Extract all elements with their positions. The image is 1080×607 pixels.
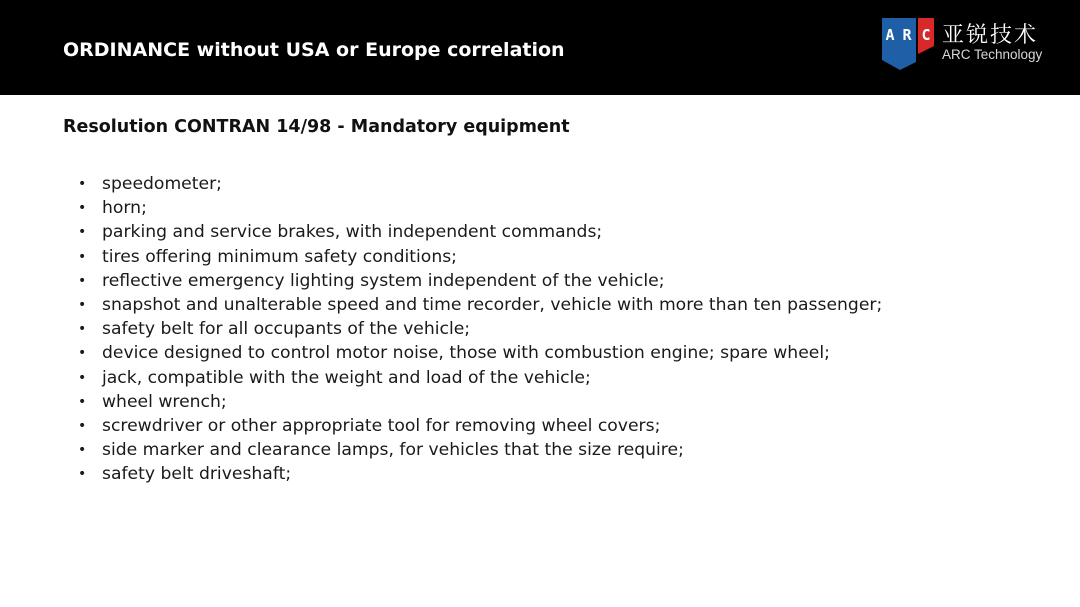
list-item-text: reflective emergency lighting system independent of the vehicle; bbox=[102, 270, 665, 291]
bullet-icon: • bbox=[78, 176, 87, 192]
list-item-text: safety belt for all occupants of the vehicle; bbox=[102, 319, 471, 340]
list-item-text: screwdriver or other appropriate tool for removing wheel covers; bbox=[102, 415, 661, 436]
bullet-icon: • bbox=[78, 417, 87, 434]
list-item bbox=[76, 366, 882, 390]
list-item bbox=[76, 245, 882, 269]
list-item bbox=[76, 269, 882, 293]
bullet-icon: • bbox=[78, 224, 87, 241]
list-item bbox=[76, 293, 882, 317]
section-heading: Resolution CONTRAN 14/98 - Mandatory equipment bbox=[63, 117, 570, 137]
list-item bbox=[76, 317, 882, 341]
logo-chinese-name: 亚锐技术 bbox=[942, 23, 1039, 48]
list-item bbox=[76, 390, 882, 414]
logo-letter-c: C bbox=[921, 26, 931, 44]
bullet-icon: • bbox=[78, 369, 87, 386]
bullet-icon: • bbox=[78, 200, 87, 217]
bullet-icon: • bbox=[78, 393, 87, 410]
logo-english-name: ARC Technology bbox=[942, 47, 1043, 62]
list-item-text: jack, compatible with the weight and load of the vehicle; bbox=[102, 367, 591, 388]
bullet-icon: • bbox=[78, 345, 87, 362]
bullet-icon: • bbox=[78, 321, 87, 338]
bullet-icon: • bbox=[78, 296, 87, 313]
logo-letter-r: R bbox=[902, 26, 912, 44]
list-item-text: tires offering minimum safety conditions; bbox=[102, 246, 457, 267]
bullet-icon: • bbox=[78, 272, 87, 289]
bullet-icon: • bbox=[78, 466, 87, 483]
slide-title: ORDINANCE without USA or Europe correlation bbox=[63, 39, 565, 61]
list-item bbox=[76, 220, 882, 244]
header-bar bbox=[0, 0, 1080, 95]
list-item-text: wheel wrench; bbox=[102, 391, 227, 412]
list-item-text: parking and service brakes, with independent commands; bbox=[102, 222, 603, 243]
list-item bbox=[76, 341, 882, 365]
equipment-list bbox=[76, 172, 882, 486]
list-item-text: side marker and clearance lamps, for vehicles that the size require; bbox=[102, 440, 684, 461]
list-item bbox=[76, 196, 882, 220]
list-item-text: device designed to control motor noise, those with combustion engine; spare wheel; bbox=[102, 343, 830, 364]
bullet-icon: • bbox=[78, 442, 87, 459]
arc-logo-mark bbox=[880, 16, 936, 70]
list-item-text: safety belt driveshaft; bbox=[102, 464, 292, 485]
bullet-icon: • bbox=[78, 248, 87, 265]
list-item-text: horn; bbox=[102, 198, 147, 219]
list-item-text: speedometer; bbox=[102, 174, 222, 194]
list-item bbox=[76, 438, 882, 462]
list-item bbox=[76, 172, 882, 196]
list-item bbox=[76, 414, 882, 438]
list-item-text: snapshot and unalterable speed and time recorder, vehicle with more than ten passenger; bbox=[102, 294, 883, 315]
list-item bbox=[76, 462, 882, 486]
arc-logo bbox=[880, 16, 1060, 72]
logo-letter-a: A bbox=[885, 26, 895, 44]
